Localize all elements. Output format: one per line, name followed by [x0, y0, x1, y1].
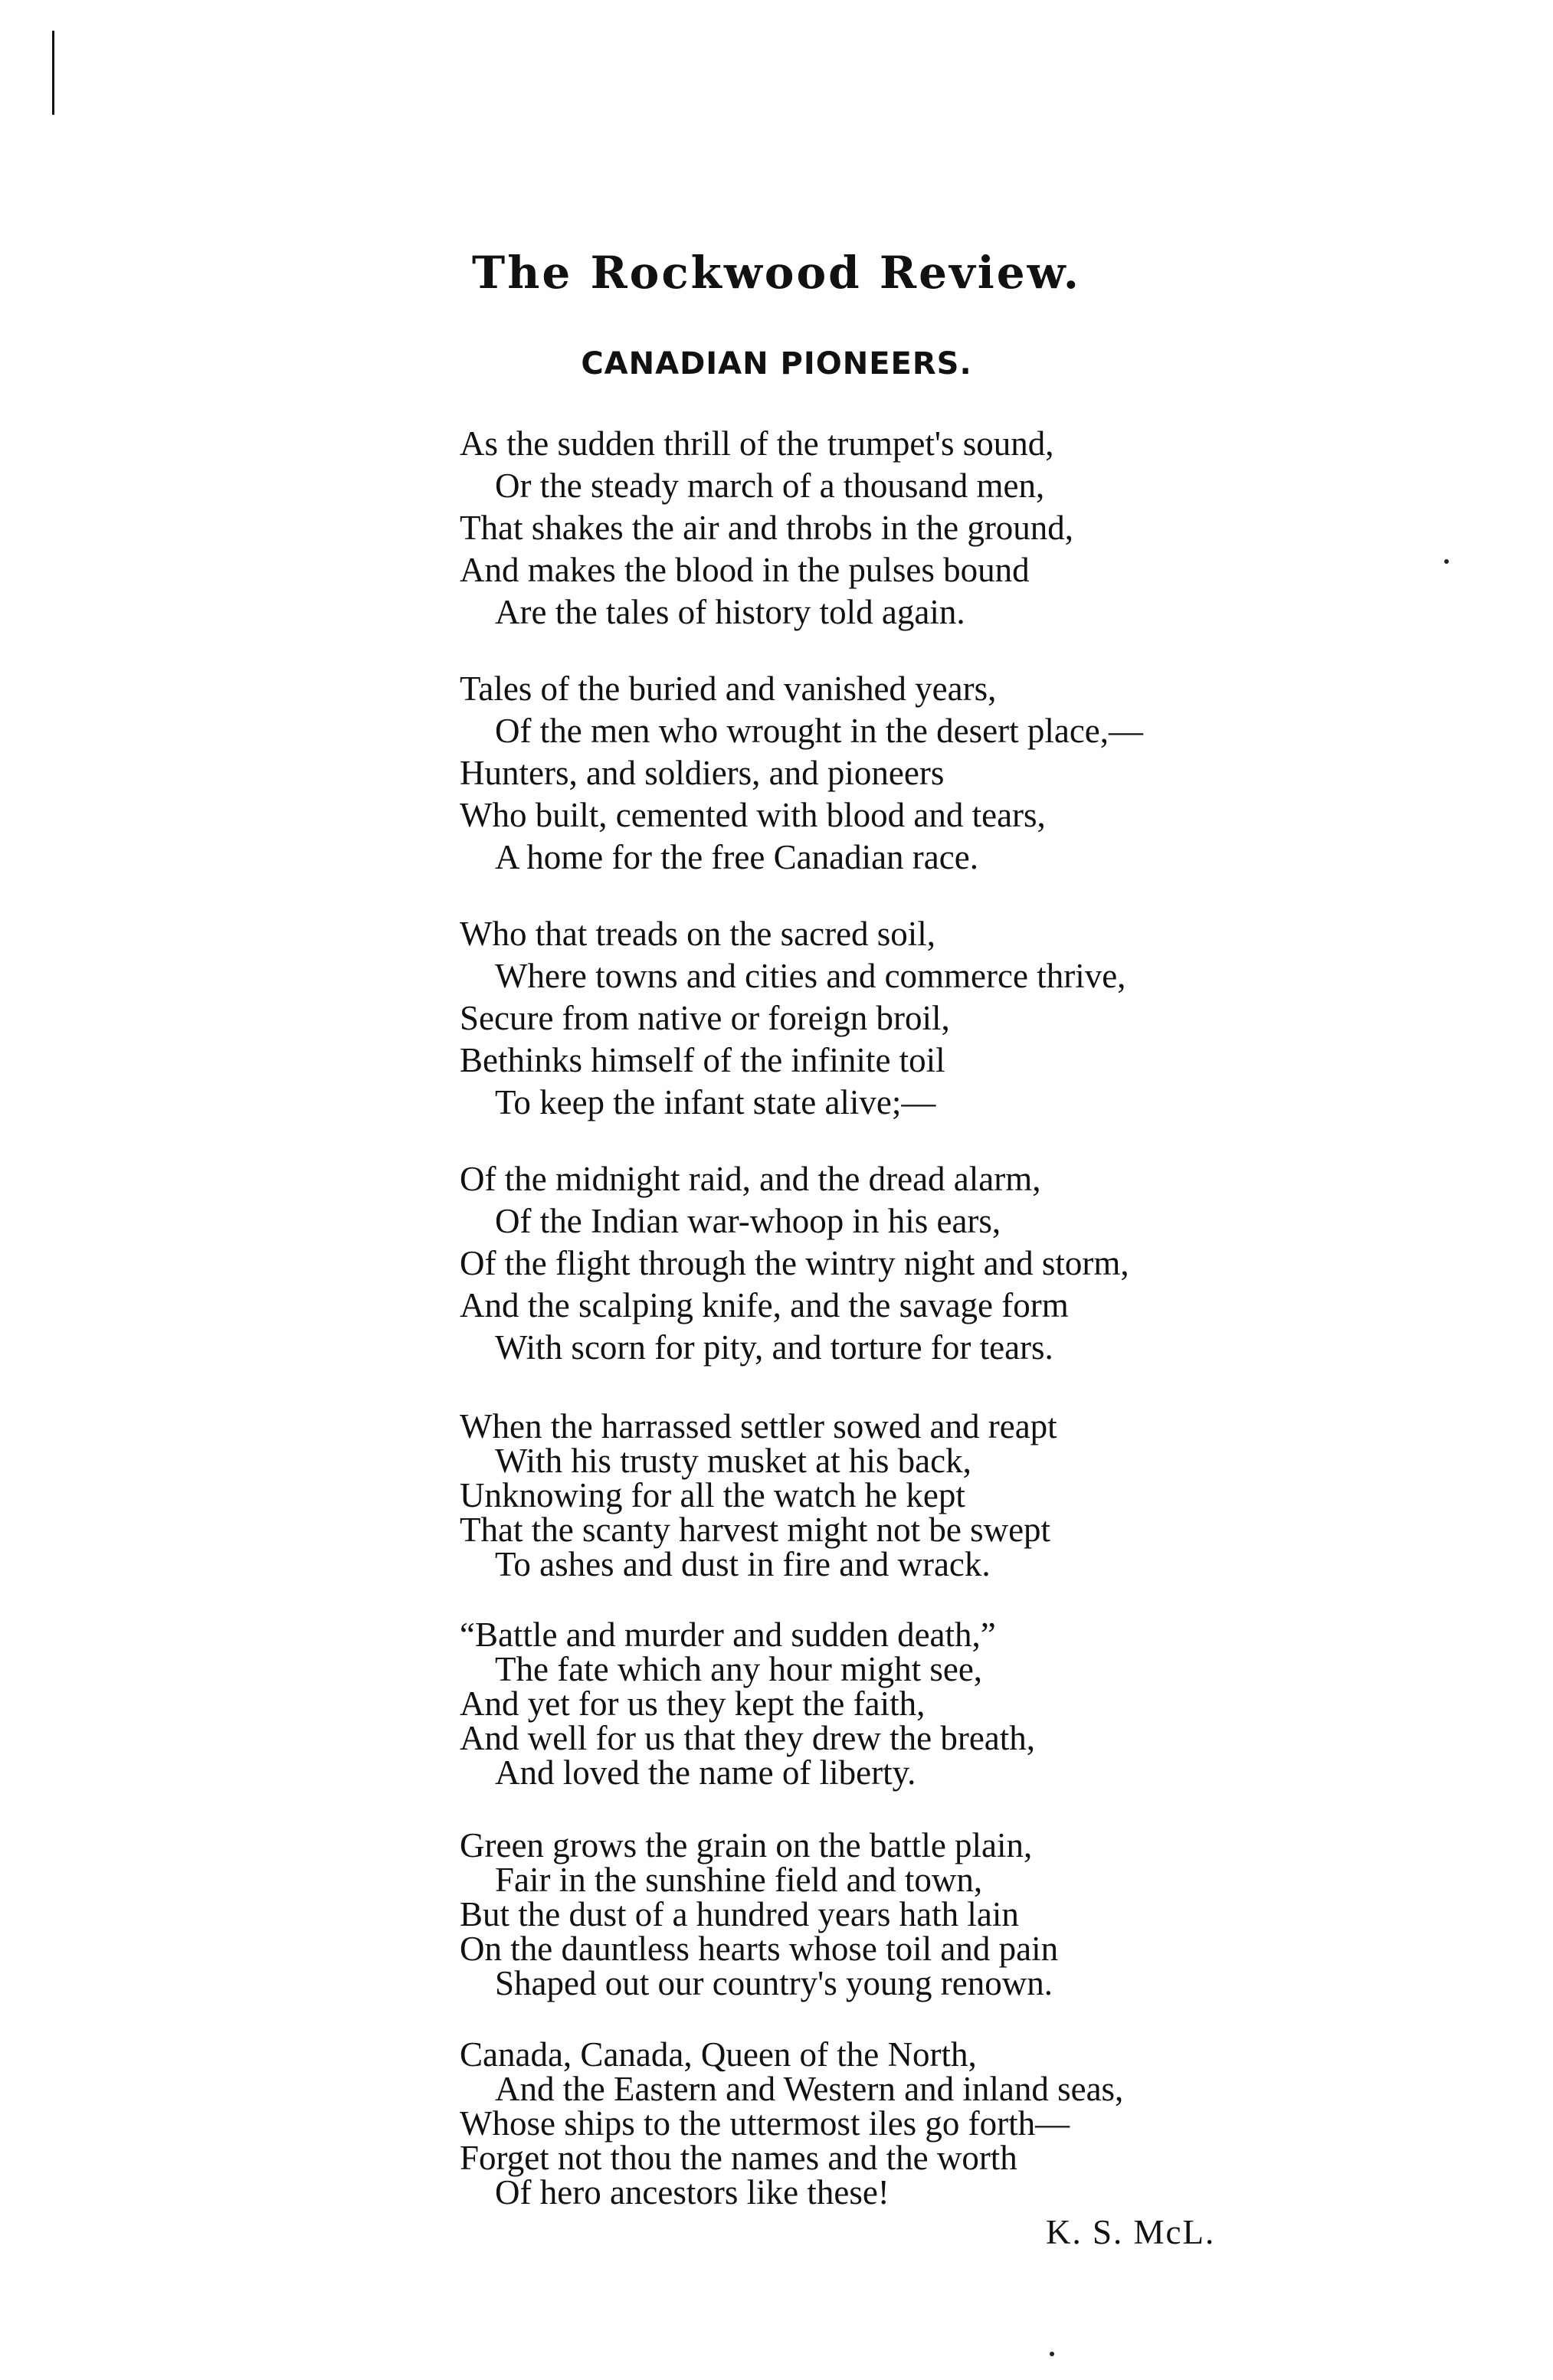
poem-line: With scorn for pity, and torture for tears. [495, 1328, 1053, 1367]
poem-title: CANADIAN PIONEERS. [581, 346, 972, 381]
poem-line: But the dust of a hundred years hath lain [460, 1895, 1019, 1933]
poem-line: Tales of the buried and vanished years, [460, 669, 997, 708]
poem-line: Are the tales of history told again. [495, 593, 965, 631]
poem-line: On the dauntless hearts whose toil and pain [460, 1930, 1059, 1968]
poem-line: That the scanty harvest might not be swept [460, 1511, 1051, 1549]
poem-line: Bethinks himself of the infinite toil [460, 1041, 945, 1079]
stanza-8 [460, 2035, 1341, 2211]
poem-line: Of the Indian war-whoop in his ears, [495, 1202, 1001, 1240]
poem-line: Or the steady march of a thousand men, [495, 467, 1045, 505]
poem-line: When the harrassed settler sowed and reapt [460, 1407, 1057, 1445]
poem-line: And the scalping knife, and the savage form [460, 1286, 1069, 1324]
poem-line: Of the flight through the wintry night and storm, [460, 1244, 1129, 1282]
poem-line: And yet for us they kept the faith, [460, 1684, 926, 1723]
stanza-3 [460, 913, 1341, 1124]
poem-line: To keep the infant state alive;— [495, 1083, 936, 1121]
poem-line: Of the midnight raid, and the dread alarm, [460, 1160, 1041, 1198]
poem-line: To ashes and dust in fire and wrack. [495, 1545, 991, 1583]
poem-line: Canada, Canada, Queen of the North, [460, 2035, 977, 2074]
masthead: The Rockwood Review. [472, 247, 1081, 299]
poem-line: And makes the blood in the pulses bound [460, 551, 1030, 589]
scan-edge-mark [52, 31, 54, 115]
author-signature: K. S. McL. [1046, 2213, 1216, 2251]
poem-line: Forget not thou the names and the worth [460, 2139, 1017, 2177]
poem-line: Hunters, and soldiers, and pioneers [460, 754, 945, 792]
poem-line: The fate which any hour might see, [495, 1650, 983, 1688]
poem-line: With his trusty musket at his back, [495, 1442, 971, 1480]
poem-line: And loved the name of liberty. [495, 1753, 916, 1792]
poem-line: Green grows the grain on the battle plain, [460, 1826, 1033, 1864]
poem-line: As the sudden thrill of the trumpet's sound, [460, 424, 1054, 463]
poem-line: Whose ships to the uttermost iles go forth— [460, 2104, 1070, 2143]
poem-line: Secure from native or foreign broil, [460, 999, 950, 1037]
stanza-2 [460, 668, 1341, 879]
poem-line: Unknowing for all the watch he kept [460, 1476, 965, 1514]
poem-line: That shakes the air and throbs in the ground, [460, 509, 1074, 547]
stanza-4 [460, 1158, 1341, 1369]
poem-line: Who that treads on the sacred soil, [460, 915, 936, 953]
poem-line: Who built, cemented with blood and tears, [460, 796, 1046, 834]
stanza-5 [460, 1409, 1341, 1582]
stanza-7 [460, 1828, 1341, 2001]
poem-line: “Battle and murder and sudden death,” [460, 1616, 996, 1654]
poem-line: Shaped out our country's young renown. [495, 1964, 1053, 2002]
poem-line: And the Eastern and Western and inland seas, [495, 2070, 1124, 2108]
stanza-1 [460, 423, 1341, 633]
scan-speck [1050, 2352, 1054, 2356]
poem-line: A home for the free Canadian race. [495, 838, 978, 876]
scan-speck [1444, 559, 1449, 564]
poem-line: And well for us that they drew the breath, [460, 1719, 1036, 1757]
poem-line: Of the men who wrought in the desert place,— [495, 712, 1144, 750]
poem-line: Fair in the sunshine field and town, [495, 1861, 983, 1899]
stanza-6 [460, 1618, 1341, 1790]
poem-line: Where towns and cities and commerce thrive, [495, 957, 1126, 995]
poem-line: Of hero ancestors like these! [495, 2173, 890, 2211]
